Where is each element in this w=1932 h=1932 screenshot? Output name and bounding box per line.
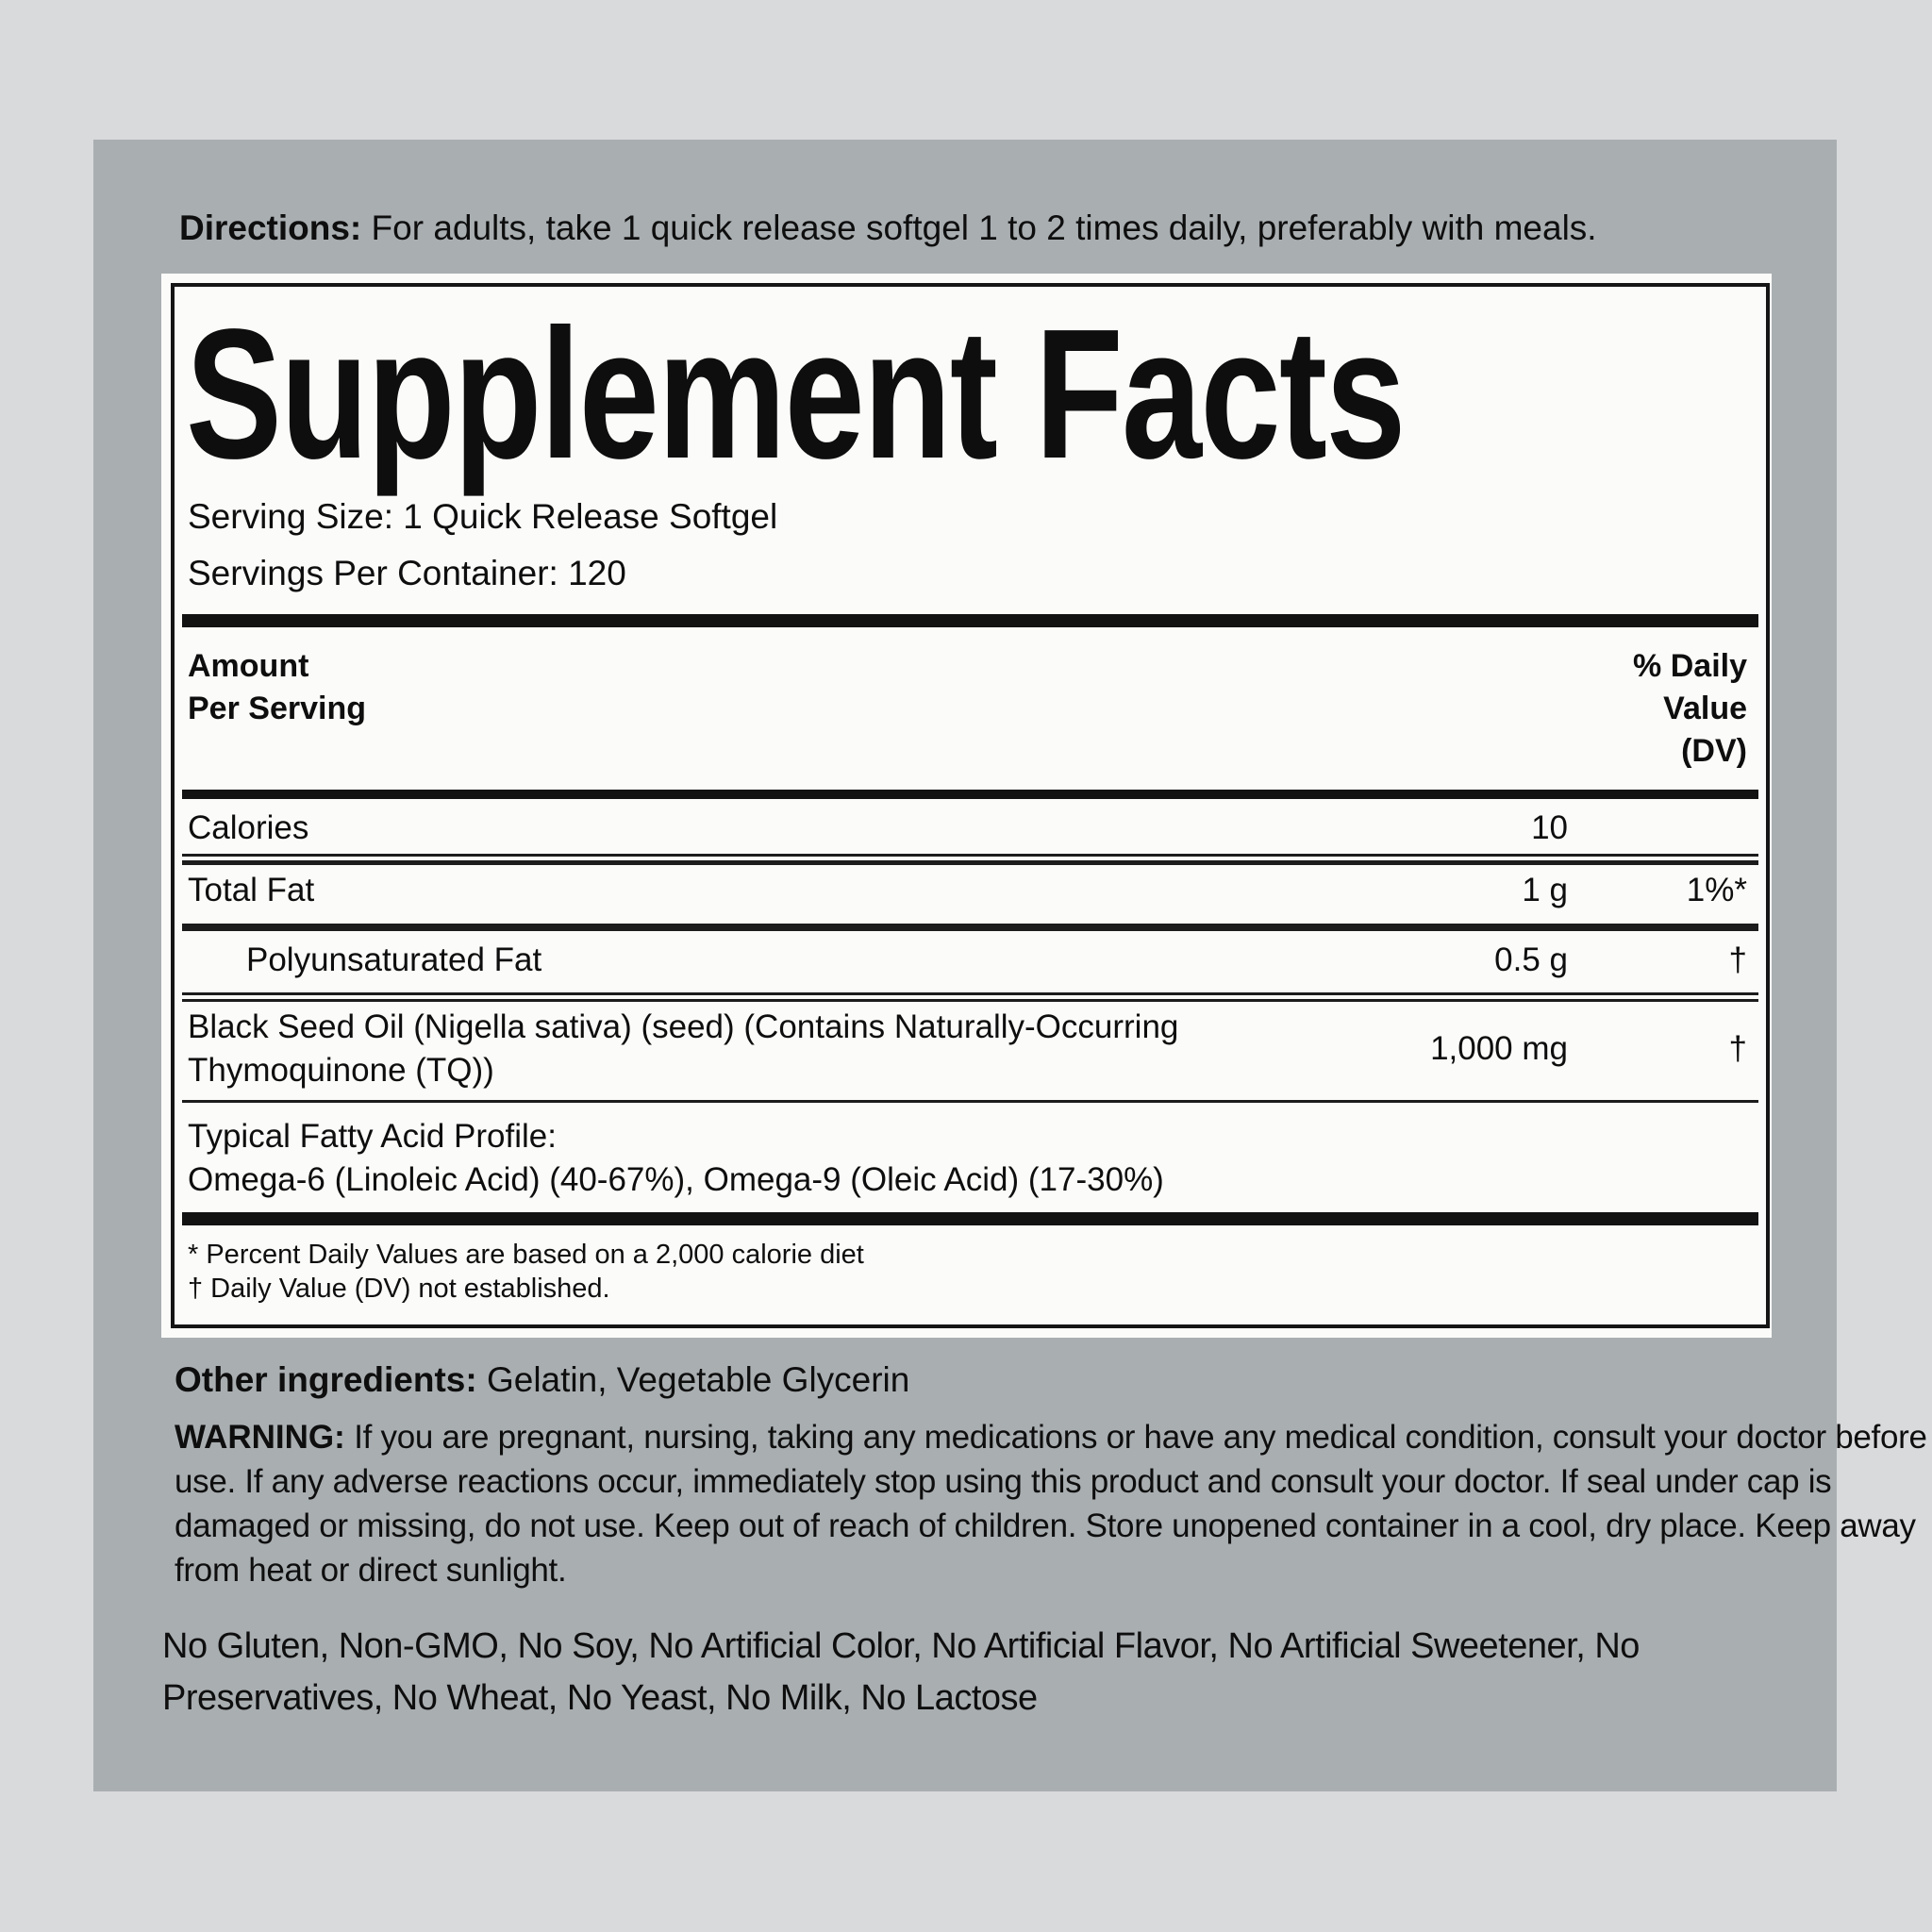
table-row-black-seed-oil xyxy=(188,1006,1747,1092)
header-dv-line: (DV) xyxy=(1681,733,1747,769)
fatty-acid-profile xyxy=(188,1115,1164,1202)
table-row-total-fat xyxy=(188,864,1747,916)
daily-value-header xyxy=(1633,645,1747,773)
warning-line-2: use. If any adverse reactions occur, immediately stop using this product and consult your doctor. If seal under cap is xyxy=(175,1463,1832,1500)
other-ingredients-text: Gelatin, Vegetable Glycerin xyxy=(476,1360,910,1399)
row-amount: 1,000 mg xyxy=(1430,1030,1568,1067)
black-seed-oil-line-1: Black Seed Oil (Nigella sativa) (seed) (Contains Naturally-Occurring xyxy=(188,1008,1179,1045)
row-label: Calories xyxy=(188,808,309,846)
row-label xyxy=(188,1006,1379,1092)
header-amount-line: Amount xyxy=(188,648,309,684)
row-label: Total Fat xyxy=(188,871,315,908)
directions-label: Directions: xyxy=(179,208,362,247)
supplement-facts-box xyxy=(161,274,1772,1338)
table-row-polyunsaturated-fat xyxy=(188,934,1747,986)
thick-rule-top xyxy=(182,614,1758,627)
thick-rule-header xyxy=(182,790,1758,799)
fatty-acid-profile-values: Omega-6 (Linoleic Acid) (40-67%), Omega-9 (Oleic Acid) (17-30%) xyxy=(188,1161,1164,1198)
header-value-line: Value xyxy=(1663,691,1747,726)
header-per-serving-line: Per Serving xyxy=(188,691,366,726)
row-daily-value: † xyxy=(1728,941,1747,978)
rule-under-calories xyxy=(182,854,1758,857)
black-seed-oil-line-2: Thymoquinone (TQ)) xyxy=(188,1052,494,1089)
servings-per-container: Servings Per Container: 120 xyxy=(188,554,626,592)
warning-block xyxy=(175,1415,1927,1592)
warning-line-1 xyxy=(175,1415,1927,1459)
row-amount: 1 g xyxy=(1522,871,1568,908)
rule-under-polyunsaturated-2 xyxy=(182,999,1758,1002)
other-ingredients-label: Other ingredients: xyxy=(175,1360,477,1399)
warning-line-1-text: If you are pregnant, nursing, taking any medications or have any medical condition, consult your doctor before xyxy=(344,1419,1927,1456)
rule-under-polyunsaturated xyxy=(182,992,1758,995)
row-daily-value: † xyxy=(1728,1030,1747,1067)
footnote-percent-daily-value: * Percent Daily Values are based on a 2,000 calorie diet xyxy=(188,1240,864,1270)
warning-line-3: damaged or missing, do not use. Keep out of reach of children. Store unopened container in a cool, dry place. Keep away xyxy=(175,1507,1916,1544)
row-amount: 0.5 g xyxy=(1494,941,1568,978)
other-ingredients-line xyxy=(175,1358,909,1402)
directions-text: For adults, take 1 quick release softgel 1 to 2 times daily, preferably with meals. xyxy=(361,208,1597,247)
row-label: Polyunsaturated Fat xyxy=(246,941,542,978)
row-daily-value: 1%* xyxy=(1686,871,1747,908)
warning-label: WARNING: xyxy=(175,1419,345,1456)
directions-line xyxy=(179,208,1597,249)
claims-block xyxy=(162,1621,1640,1724)
supplement-facts-title: Supplement Facts xyxy=(186,291,1405,497)
table-row-calories xyxy=(188,802,1747,854)
rule-under-total-fat xyxy=(182,924,1758,931)
amount-per-serving-header xyxy=(188,645,366,730)
fatty-acid-profile-title: Typical Fatty Acid Profile: xyxy=(188,1118,557,1155)
supplement-facts-border xyxy=(171,283,1770,1328)
serving-size: Serving Size: 1 Quick Release Softgel xyxy=(188,497,778,536)
header-daily-line: % Daily xyxy=(1633,648,1747,684)
claims-line-1: No Gluten, Non-GMO, No Soy, No Artificial Color, No Artificial Flavor, No Artificial Sweetener, No xyxy=(162,1626,1640,1666)
rule-under-black-seed-oil xyxy=(182,1100,1758,1103)
warning-line-4: from heat or direct sunlight. xyxy=(175,1552,567,1589)
footnote-dv-not-established: † Daily Value (DV) not established. xyxy=(188,1274,610,1304)
thick-rule-footnotes xyxy=(182,1212,1758,1225)
row-amount: 10 xyxy=(1531,808,1568,846)
claims-line-2: Preservatives, No Wheat, No Yeast, No Milk, No Lactose xyxy=(162,1678,1038,1718)
